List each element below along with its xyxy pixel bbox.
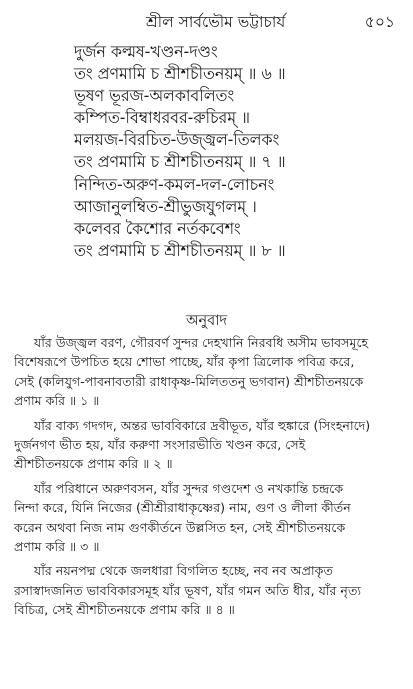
verse-line: নিন্দিত-অরুণ-কমল-দল-লোচনং (74, 174, 275, 194)
paragraph-line: যাঁর উজ্জ্বল বরণ, গৌরবর্ণ সুন্দর দেহখানি নিরবধি অসীম ভাবসমূহে (34, 335, 369, 350)
verse-line: দুর্জন কল্মষ-খণ্ডন-দণ্ডং (74, 42, 218, 61)
translation-body (14, 333, 404, 625)
paragraph-line: বিচিত্র, সেই শ্রীশচীতনয়কে প্রণাম করি ॥ ৪ ॥ (14, 602, 235, 618)
verse-line: তং প্রণমামি চ শ্রীশচীতনয়ম্ ॥ ৬ ॥ (74, 64, 286, 84)
paragraph-line: যাঁর বাক্য গদগদ, অন্তর ভাববিকারে দ্রবীভূত, যাঁর হুঙ্কারে (সিংহনাদে) (34, 417, 371, 433)
page-header (0, 10, 413, 32)
verse-line: কম্পিত-বিম্বাধরবর-রুচিরম্ ॥ (74, 108, 250, 128)
running-title: শ্রীল সার্বভৌম ভট্টাচার্য (146, 13, 286, 31)
verse-line: মলয়জ-বিরচিত-উজ্জ্বল-তিলকং (74, 130, 280, 150)
paragraph-line: শ্রীশচীতনয়কে প্রণাম করি ॥ ২ ॥ (14, 456, 173, 472)
verse-line: তং প্রণমামি চ শ্রীশচীতনয়ম্ ॥ ৮ ॥ (74, 240, 286, 260)
paragraph-line: যাঁর পরিধানে অরুণবসন, যাঁর সুন্দর গণ্ডদেশ ও নখকান্তি চন্দ্রকে (34, 480, 344, 496)
verse-line: কলেবর কৈশোর নর্তকবেশং (74, 218, 241, 238)
paragraph-line: সেই (কলিযুগ-পাবনাবতারী রাধাকৃষ্ণ-মিলিততনু ভগবান) শ্রীশচীতনয়কে (14, 373, 364, 389)
verse-line: আজানুলম্বিত-শ্রীভুজযুগলম্ । (74, 196, 257, 216)
translation-paragraph (14, 479, 404, 557)
paragraph-line: বিশেষরূপে উপচিত হয়ে শোভা পাচ্ছে, যাঁর কৃপা ত্রিলোক পবিত্র করে, (14, 354, 355, 370)
paragraph-line: প্রণাম করি ॥ ৩ ॥ (14, 539, 100, 555)
paragraph-line: করেন অথবা নিজ নাম গুণকীর্তনে উল্লসিত হন, সেই শ্রীশচীতনয়কে (14, 519, 346, 535)
paragraph-line: দুর্জনগণ ভীত হয়, যাঁর করুণা সংসারভীতি খণ্ডন করে, সেই (14, 437, 306, 453)
paragraph-line: নিন্দা করে, যিনি নিজের (শ্রীশ্রীরাধাকৃষ্ণের) নাম, গুণ ও লীলা কীর্তন (14, 500, 351, 516)
translation-paragraph (14, 333, 404, 411)
translation-paragraph (14, 561, 404, 619)
verse-line: ভূষণ ভূরজ-অলকাবলিতং (74, 86, 235, 106)
verse-line: তং প্রণমামি চ শ্রীশচীতনয়ম্ ॥ ৭ ॥ (74, 152, 286, 172)
paragraph-line: যাঁর নয়নপদ্ম থেকে জলধারা বিগলিত হচ্ছে, নব নব অপ্রাকৃত (34, 563, 333, 579)
verse-block (74, 41, 404, 262)
paragraph-line: প্রণাম করি ॥ ১ ॥ (14, 393, 100, 409)
translation-heading: অনুবাদ (185, 313, 228, 329)
translation-paragraph (14, 416, 404, 474)
page-number: ৫০১ (364, 13, 395, 31)
paragraph-line: রসাস্বাদজনিত ভাববিকারসমূহ যাঁর ভূষণ, যাঁর গমন অতি ধীর, যাঁর নৃত্য (14, 582, 362, 598)
